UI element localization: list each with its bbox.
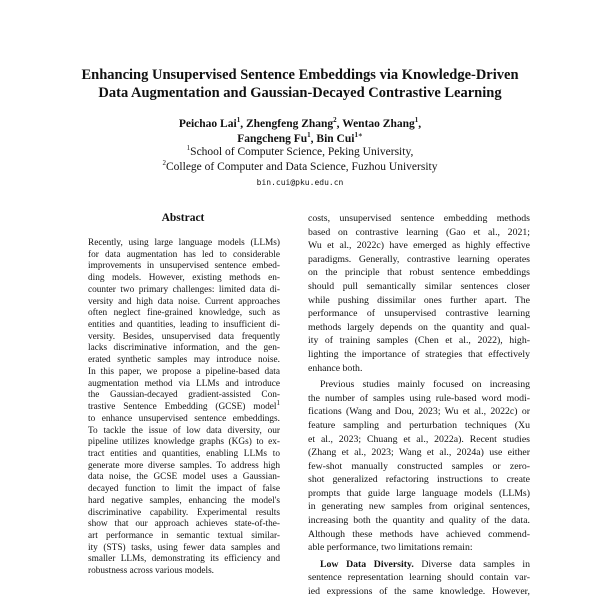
abstract-line: entities and quantities, leading to insufficient di- (88, 320, 280, 331)
abstract-line: pipeline utilizes knowledge graphs (KGs) to ex- (88, 437, 280, 448)
author-separator: , (418, 118, 422, 130)
abstract-line: Recently, using large language models (LLMs) (88, 238, 280, 248)
body-line: methods largely depends on the quantity and qual- (308, 321, 530, 333)
body-line: fications (Wang and Dou, 2023; Wu et al., 2022c) or (308, 406, 530, 418)
body-line: costs, unsupervised sentence embedding methods (308, 213, 530, 224)
paragraph-intro-continued (308, 212, 530, 375)
footnote-marker[interactable]: 1 (276, 398, 280, 407)
body-line: Wu et al., 2022c) have emerged as highly effective (308, 240, 530, 252)
author-affil-marker: 1 (307, 131, 311, 140)
author-name: , Zhengfeng Zhang (240, 118, 334, 130)
abstract-line: decayed function to limit the impact of false (88, 484, 280, 495)
abstract-line: smaller LLMs, demonstrating its efficiency and (88, 554, 280, 565)
abstract-line: ity (STS) tasks, using fewer data samples and (88, 542, 280, 553)
abstract-line: versity. Besides, unsupervised data frequently (88, 331, 280, 342)
author-name: Peichao Lai (178, 118, 237, 130)
body-line: feature sampling and perturbation techniques (Xu (308, 419, 530, 431)
body-line: ity of training samples (Chen et al., 2022), high- (308, 335, 530, 347)
body-line: lighting the importance of strategies that effectively (308, 348, 530, 360)
abstract-line: art performance in semantic textual similar- (88, 530, 280, 541)
abstract-line: To tackle the issue of low data diversity, our (88, 425, 280, 436)
abstract-line: counter two primary challenges: limited data di- (88, 284, 280, 295)
body-line: Although these methods have achieved commend- (308, 528, 530, 540)
body-line: few-shot manually constructed samples or zero- (308, 460, 530, 472)
authors-line-1 (60, 117, 540, 132)
abstract-line: erated synthetic samples may introduce noise. (88, 355, 280, 366)
abstract-line: augmentation method via LLMs and introduce (88, 378, 280, 389)
abstract-line: to enhance unsupervised sentence embeddings. (88, 413, 280, 424)
run-in-heading: Low Data Diversity. (320, 558, 414, 570)
affiliation-2 (60, 160, 540, 175)
body-line (308, 558, 530, 572)
author-name: , Bin Cui (310, 133, 355, 145)
body-line: (Zhang et al., 2023; Wang et al., 2024a) use either (308, 447, 530, 459)
affiliation-marker: 1 (186, 144, 191, 153)
affiliation-marker: 2 (162, 159, 167, 168)
body-line: should pull semantically similar sentences closer (308, 280, 530, 292)
body-line: increasing both the quantity and quality of the data. (308, 515, 530, 527)
author-name: , Wentao Zhang (336, 118, 415, 130)
body-line: the number of samples using rule-based word modi- (308, 392, 530, 404)
abstract-line: data noise, the GCSE model uses a Gaussian- (88, 472, 280, 483)
body-line: able performance, two limitations remain: (308, 542, 473, 554)
body-line: sentence representation learning should contain var- (308, 572, 530, 584)
affiliation-text: School of Computer Science, Peking University, (190, 146, 414, 158)
abstract-line: for data augmentation has led to considerable (88, 249, 280, 260)
body-line: et al., 2023; Chuang et al., 2022a). Recent studies (308, 433, 530, 445)
abstract-line-text: trastive Sentence Embedding (GCSE) model (88, 402, 277, 413)
abstract-line: ding models. However, existing methods en- (88, 273, 280, 284)
body-column-right (308, 212, 530, 599)
body-line: based on contrastive learning (Gao et al., 2021; (308, 226, 530, 238)
paper-title (40, 66, 560, 102)
affiliation-text: College of Computer and Data Science, Fuzhou University (166, 161, 438, 173)
contact-email[interactable]: bin.cui@pku.edu.cn (256, 178, 344, 187)
author-affil-marker: 2 (333, 116, 337, 125)
abstract-line: improvements in unsupervised sentence embed- (88, 261, 280, 272)
author-affil-marker: 1∗ (354, 131, 363, 140)
body-line: shot generalized refactoring instructions to create (308, 474, 530, 486)
body-line: on the principle that robust sentence embeddings (308, 267, 530, 279)
abstract-line: In this paper, we propose a pipeline-based data (88, 366, 280, 377)
body-line: in generating new samples from original sentences, (308, 501, 530, 513)
abstract-line: the Gaussian-decayed gradient-assisted Con- (88, 390, 280, 401)
title-line-2: Data Augmentation and Gaussian-Decayed Contrastive Learning (98, 85, 502, 101)
author-affil-marker: 1 (414, 116, 419, 125)
paragraph-previous-studies (308, 378, 530, 555)
affiliation-1 (60, 145, 540, 160)
paragraph-low-data-diversity (308, 558, 530, 599)
body-line: performance of unsupervised contrastive learning (308, 308, 530, 320)
abstract-line: lacks discriminative information, and the gen- (88, 343, 280, 354)
body-line: paradigms. Generally, contrastive learning operates (308, 253, 530, 265)
abstract-line: show that our approach achieves state-of-the- (88, 519, 280, 530)
abstract-line: versity and high data noise. Current approaches (88, 296, 280, 307)
abstract-line (88, 398, 280, 414)
abstract-line: robustness across various models. (88, 566, 215, 577)
abstract-line: tract entities and quantities, enabling LLMs to (88, 448, 280, 459)
body-line: while pushing dissimilar ones further apart. The (308, 294, 530, 306)
abstract-line: generate more diverse samples. To address high (88, 460, 280, 471)
body-line: Previous studies mainly focused on increasing (320, 379, 530, 391)
body-line: prompts that guide large language models (LLMs) (308, 487, 530, 499)
author-list (60, 117, 540, 147)
body-line: enhance both. (308, 362, 363, 374)
author-name: Fangcheng Fu (237, 133, 308, 145)
abstract-line: often neglect fine-grained knowledge, such as (88, 308, 280, 319)
abstract-line: discriminative capability. Experimental results (88, 507, 280, 518)
author-affil-marker: 1 (236, 116, 241, 125)
body-line: ied expressions of the same knowledge. However, (308, 586, 530, 598)
abstract-line: hard negative samples, enhancing the model's (88, 495, 280, 506)
body-line-text: Diverse data samples in (413, 558, 530, 570)
abstract-heading: Abstract (161, 212, 205, 224)
abstract-body (88, 238, 280, 578)
affiliations (60, 145, 540, 175)
title-line-1: Enhancing Unsupervised Sentence Embeddings via Knowledge-Driven (81, 67, 519, 83)
